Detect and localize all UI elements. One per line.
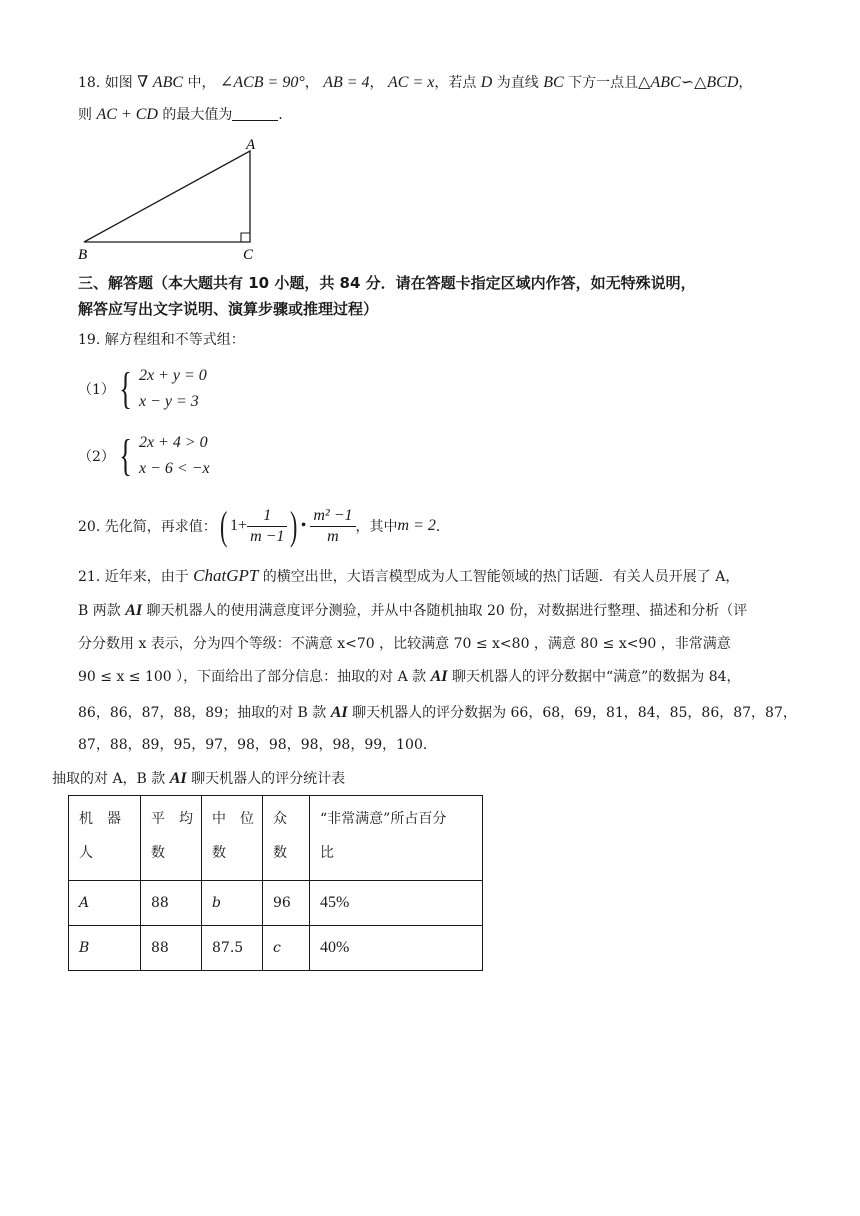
fraction-1-denominator: m −1 [250,527,285,545]
q19-part2-system [139,430,210,482]
q18-prefix: 18. 如图 [78,75,133,91]
q20-condition: m = 2 [397,517,436,534]
q21-text: 聊天机器人的评分统计表 [186,771,346,787]
q18-text: 下方一点且 [563,75,639,91]
table-cell: 96 [263,881,310,926]
table-cell: B [69,926,141,971]
q19-part1-label: （1） [78,382,115,398]
fraction-1-numerator: 1 [247,506,287,527]
q21-text: 聊天机器人的评分数据中“满意”的数据为 84， [447,669,741,685]
q19-part1 [78,363,207,415]
q19-part2 [78,430,210,482]
table-caption [52,769,345,789]
q21-text: 90 ≤ x ≤ 100 ），下面给出了部分信息：抽取的对 A 款 [78,669,431,685]
q18-line2 [78,105,292,125]
q18-text: 中， [187,75,216,91]
q21-text: 聊天机器人的使用满意度评分测验，并从中各随机抽取 20 份，对数据进行整理、描述和分析（评 [142,603,748,619]
multiply-dot: • [300,517,307,534]
q18-text: ，若点 [434,75,481,91]
q20-prefix: 20. 先化简，再求值： [78,519,217,535]
q19-part2-label: （2） [78,449,115,465]
header-very-satisfied-percent: “非常满意”所占百分 比 [310,796,483,881]
q18-text: ． [278,107,293,123]
line-bc: BC [543,74,564,91]
header-robot: 机 器 人 [69,796,141,881]
q19-part2-eq1: 2x + 4 > 0 [138,434,208,451]
ai-term: AI [430,668,448,685]
q20-line [78,503,450,549]
table-cell: 88 [141,926,202,971]
header-median: 中 位 数 [202,796,263,881]
q21-line1 [78,566,739,587]
q18-comma: ， [304,75,319,91]
triangle-abc: ABC [152,74,184,91]
q21-line3: 分分数用 x 表示，分为四个等级：不满意 x<70 ，比较满意 70 ≤ x<80 ，满意 80 ≤ x<90 ，非常满意 [78,636,731,652]
q18-ab-condition: AB = 4 [323,74,370,91]
q18-text: 为直线 [492,75,544,91]
q21-text: 的横空出世，大语言模型成为人工智能领域的热门话题．有关人员开展了 A， [258,569,740,585]
table-cell: 88 [141,881,202,926]
q21-line5 [78,703,797,723]
chatgpt-term: ChatGPT [193,566,259,585]
table-row [69,926,483,971]
q18-expression: AC + CD [96,106,158,123]
q21-text: 抽取的对 A，B 款 [52,771,170,787]
close-paren: ) [290,503,298,548]
table-cell: 40% [310,926,483,971]
table-cell: c [263,926,310,971]
q18-text: ， [738,75,753,91]
ai-term: AI [125,602,143,619]
q21-line2 [78,601,747,621]
q21-line4 [78,667,741,687]
vertex-a-label: A [246,137,256,153]
header-mean: 平 均 数 [141,796,202,881]
point-d: D [480,74,493,91]
section3-title-line1: 三、解答题（本大题共有 10 小题，共 84 分．请在答题卡指定区域内作答，如无特殊说明， [78,274,696,292]
q20-text: ． [435,519,450,535]
fraction-2-numerator: m² −1 [310,506,355,527]
left-brace-icon: { [119,431,133,480]
open-paren: ( [219,503,228,548]
triangle-symbol: ∇ [137,74,149,91]
header-mode: 众 数 [263,796,310,881]
q19-part1-eq2: x − y = 3 [138,393,199,410]
q21-text: B 两款 [78,603,126,619]
q19-part1-system [139,363,207,415]
left-brace-icon: { [119,364,133,413]
q18-text: 则 [78,107,97,123]
ai-term: AI [169,770,187,787]
q18-comma: ， [369,75,384,91]
vertex-b-label: B [78,247,88,263]
q21-text: 86，86，87，88，89；抽取的对 B 款 [78,705,331,721]
answer-blank[interactable] [232,106,278,121]
q18-ac-condition: AC = x [388,74,435,91]
vertex-c-label: C [243,247,254,263]
q19-part2-eq2: x − 6 < −x [138,460,210,477]
stats-table [68,795,483,971]
fraction-2-denominator: m [327,527,339,545]
ai-term: AI [330,704,348,721]
right-angle-marker [241,233,250,242]
section3-title-line2: 解答应写出文字说明、演算步骤或推理过程） [78,300,379,318]
q19-title: 19. 解方程组和不等式组： [78,332,245,348]
q21-line6: 87，88，89，95，97，98，98，98，98，99，100. [78,737,428,753]
q20-one-plus: 1+ [230,517,248,534]
q18-line1 [78,73,752,93]
table-header-row [69,796,483,881]
similar-triangles: △ABC∽△BCD [638,74,739,91]
table-cell: 87.5 [202,926,263,971]
q18-angle-condition: ∠ACB = 90° [219,74,305,91]
fraction-2 [310,506,355,547]
triangle-figure [70,135,270,265]
table-cell: 45% [310,881,483,926]
q18-text: 的最大值为 [157,107,233,123]
q21-text: 21. 近年来，由于 [78,569,194,585]
q19-part1-eq1: 2x + y = 0 [138,367,207,384]
table-cell: A [69,881,141,926]
table-row [69,881,483,926]
fraction-1 [247,506,287,547]
q20-text: ，其中 [355,519,398,535]
triangle-shape [84,151,250,242]
q21-text: 聊天机器人的评分数据为 66，68，69，81，84，85，86，87，87， [347,705,797,721]
table-cell: b [202,881,263,926]
